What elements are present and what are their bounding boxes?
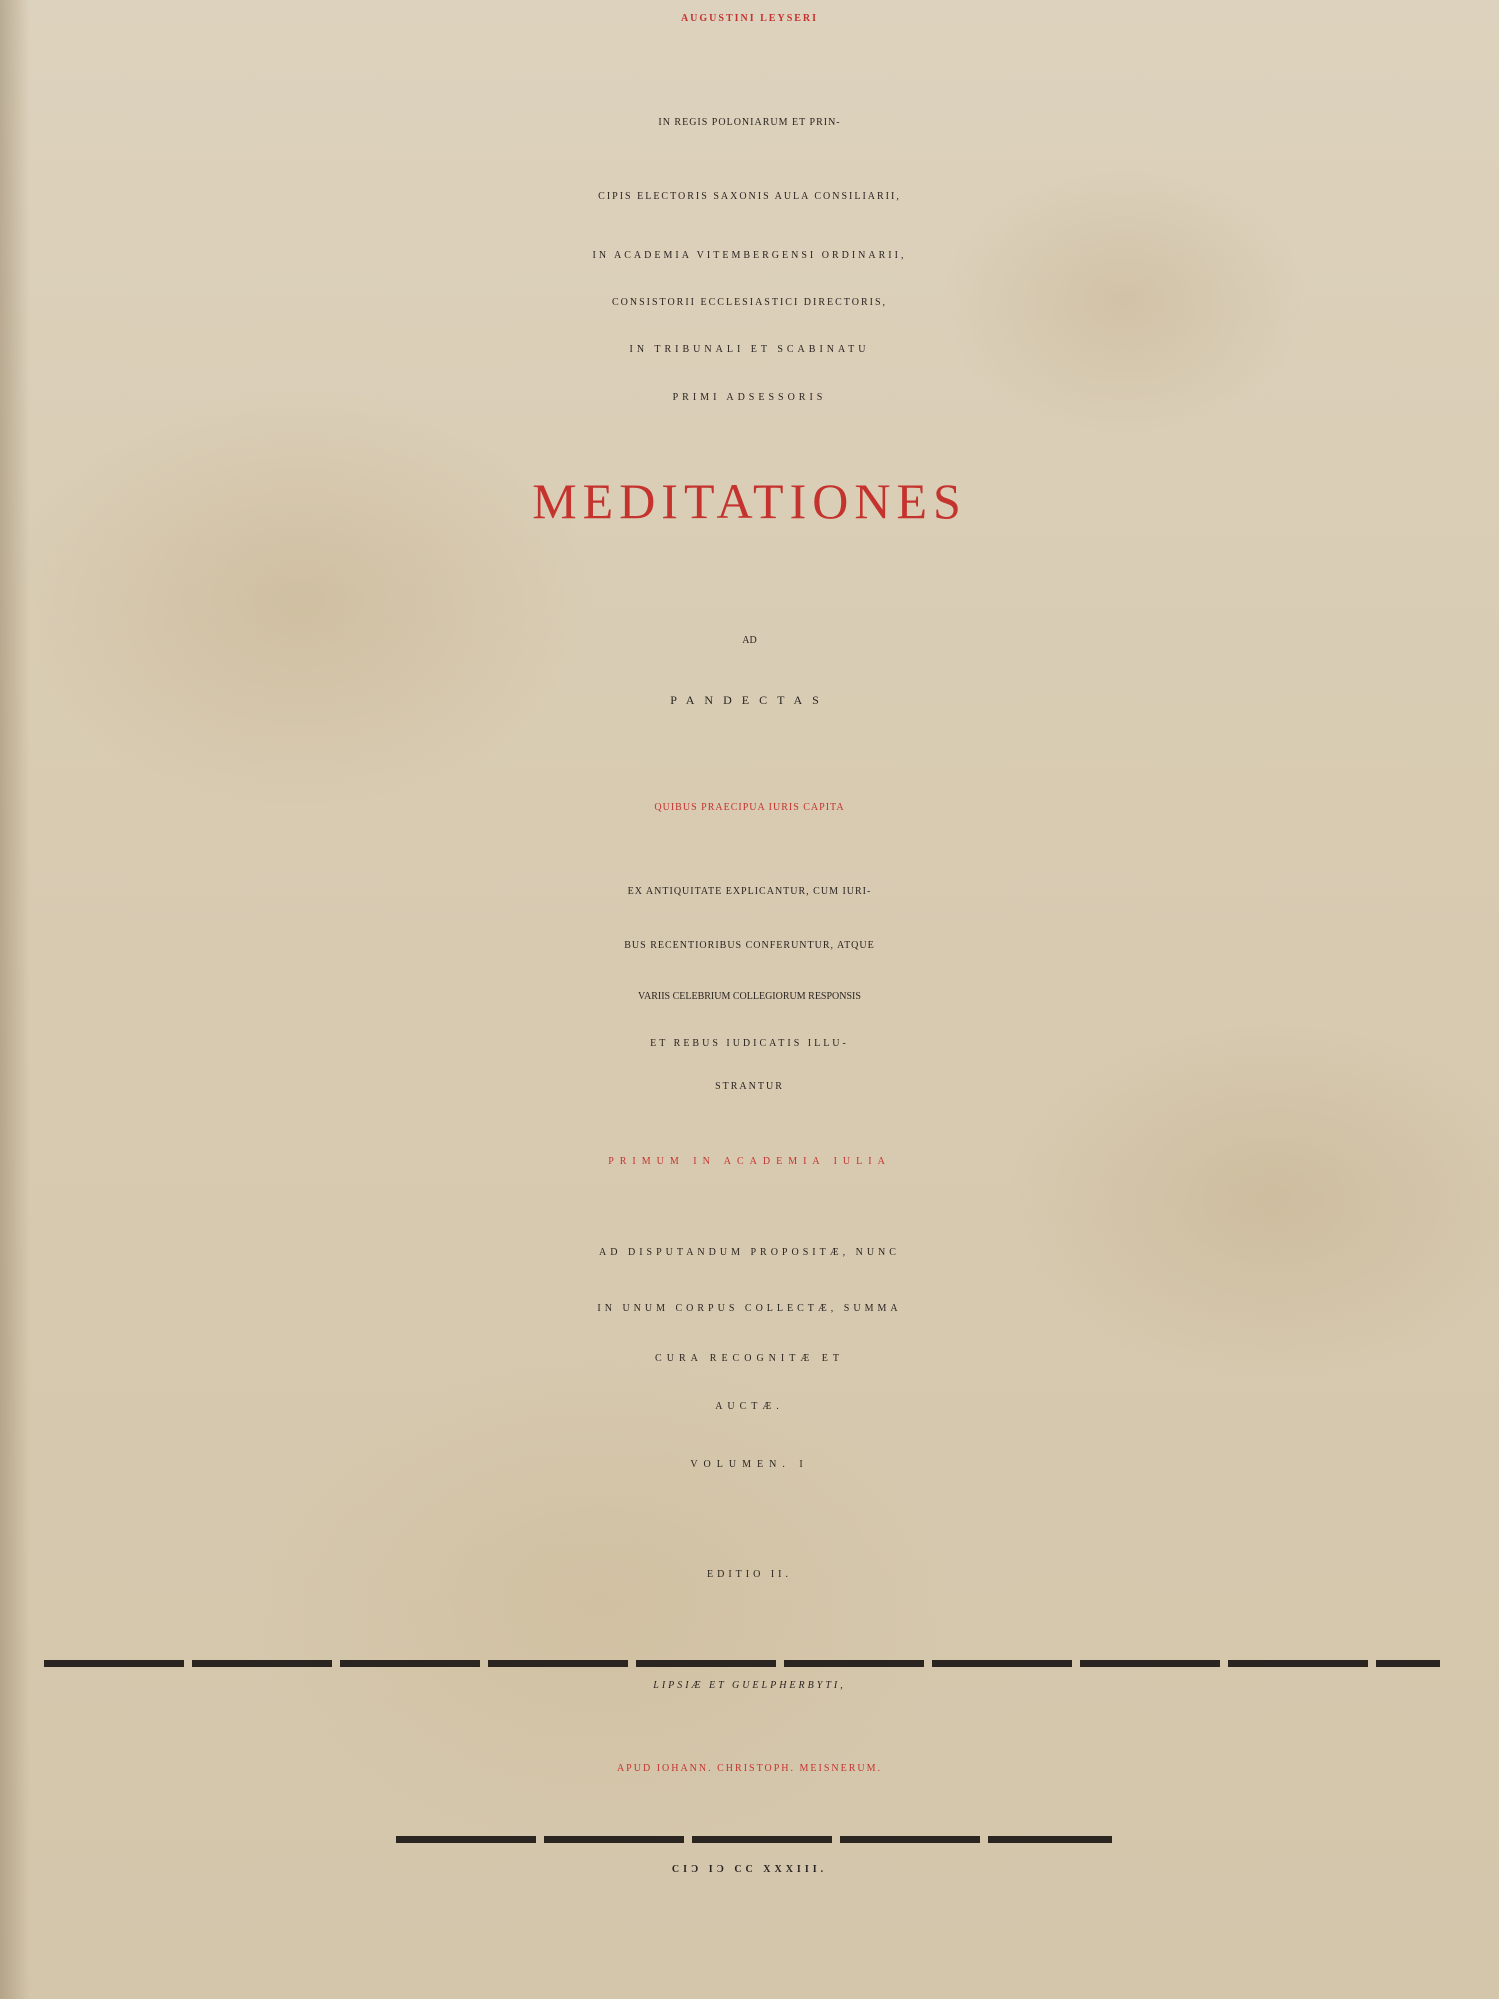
origin-line: AUCTÆ. [715,1401,784,1412]
origin-line: CURA RECOGNITÆ ET [655,1353,844,1364]
imprint-publisher: IOHANN. CHRISTOPH. MEISNERUM. [656,1763,883,1774]
origin-line: AD DISPUTANDUM PROPOSITÆ, NUNC [599,1247,900,1258]
author-title-line: IN ACADEMIA VITEMBERGENSI ORDINARII, [592,250,907,261]
title-subject: PANDECTAS [670,693,829,707]
title-connector: AD [742,635,757,646]
author-name: AUGUSTINI LEYSERI [680,13,819,24]
origin-line: IN UNUM CORPUS COLLECTÆ, SUMMA [597,1303,902,1314]
divider-rule [396,1836,1112,1843]
origin-heading: PRIMUM IN ACADEMIA IULIA [608,1156,891,1167]
description-line: EX ANTIQUITATE EXPLICANTUR, CUM IURI- [627,886,872,897]
imprint-apud: APUD [616,1763,653,1774]
divider-rule [44,1660,1440,1667]
author-title-line: PRIMI ADSESSORIS [672,392,827,403]
description-line: STRANTUR [715,1081,784,1092]
author-title-line: IN REGIS POLONIARUM ET PRIN- [658,117,841,128]
volume-label: VOLUMEN. I [690,1459,809,1470]
author-title-line: CONSISTORII ECCLESIASTICI DIRECTORIS, [611,297,888,308]
imprint-year: CIƆ IƆ CC XXXIII. [671,1864,828,1875]
edition-label: EDITIO II. [707,1569,792,1580]
description-line: BUS RECENTIORIBUS CONFERUNTUR, ATQUE [624,940,875,951]
subtitle-red: QUIBUS PRAECIPUA IURIS CAPITA [654,802,845,813]
description-line: VARIIS CELEBRIUM COLLEGIORUM RESPONSIS [638,991,861,1002]
author-title-line: CIPIS ELECTORIS SAXONIS AULA CONSILIARII, [598,191,901,202]
description-line: ET REBUS IUDICATIS ILLU- [650,1038,849,1049]
imprint-publisher-line [0,1764,1499,1774]
imprint-place: LIPSIÆ ET GUELPHERBYTI, [653,1680,846,1691]
main-title: MEDITATIONES [532,473,967,529]
author-title-line: IN TRIBUNALI ET SCABINATU [629,344,870,355]
